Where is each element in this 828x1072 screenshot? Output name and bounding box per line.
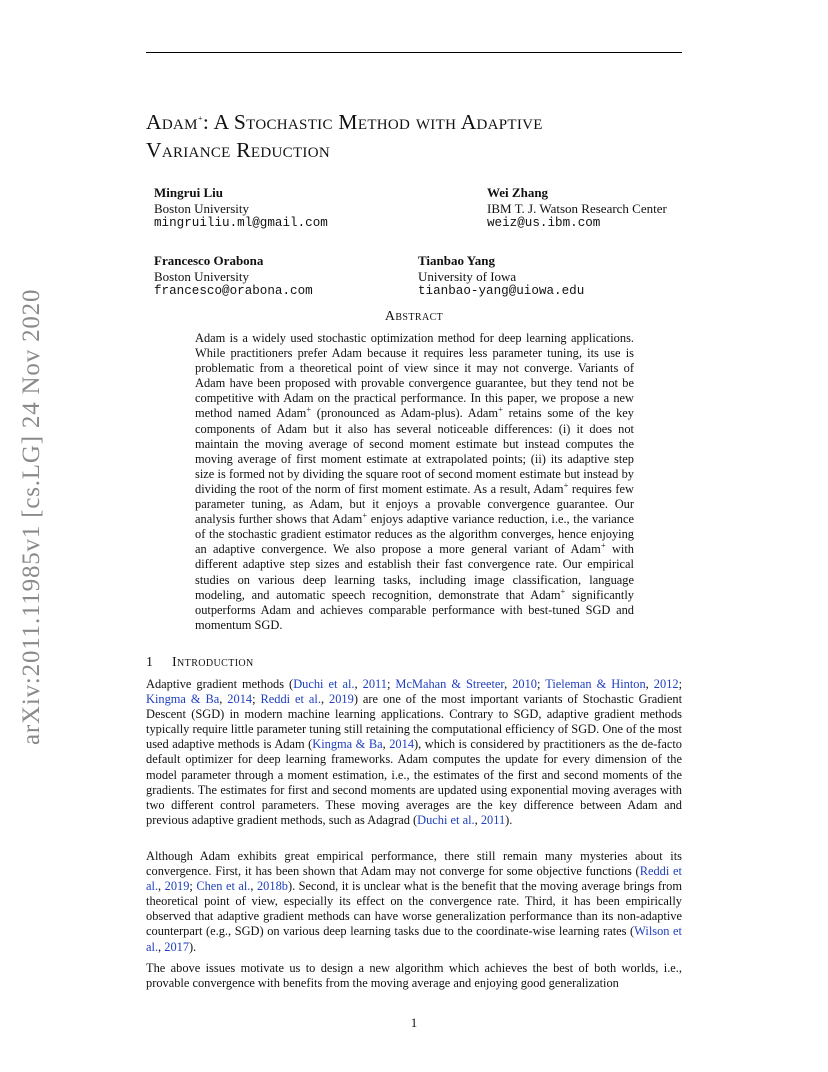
author-affiliation: Boston University	[154, 268, 249, 284]
paragraph-text: ). Second, it is unclear what is the benefit that the moving average brings from theoretical point of view, especially its effect on the convergence rate. Third, it has been empirically observed that adaptive gradient methods can have worse generalization performance than its non-adaptive counterpart (e.g., SGD) on various deep learning tasks due to the coordinate-wise learning rates (	[146, 879, 682, 939]
paragraph-text: ) are one of the most important variants of Stochastic Gradient Descent (SGD) in modern machine learning applications. Contrary to SGD, adaptive gradient methods typically require little parameter tuning still retaining the computational efficiency of SGD. One of the most used adaptive methods is Adam (	[146, 692, 683, 752]
plus-sup: +	[600, 540, 606, 551]
page-number: 1	[410, 1015, 418, 1030]
citation-link[interactable]: 2011	[480, 812, 506, 827]
paragraph-text: ;	[189, 879, 197, 894]
author-email[interactable]: francesco@orabona.com	[154, 284, 313, 298]
abstract-text: requires few parameter tuning, as Adam, but it enjoys a provable convergence guarantee. Our analysis further shows that Adam	[195, 481, 634, 527]
author-name: Wei Zhang	[487, 185, 549, 200]
citation-link[interactable]: 2017	[164, 939, 190, 954]
paragraph-text: ;	[536, 677, 546, 691]
citation-link[interactable]: 2019	[329, 692, 354, 707]
author-block	[487, 185, 667, 232]
author-email[interactable]: weiz@us.ibm.com	[487, 216, 601, 230]
title-rest: : A Stochastic Method with Adaptive	[202, 110, 543, 134]
author-block	[418, 253, 584, 300]
author-affiliation: IBM T. J. Watson Research Center	[487, 200, 667, 216]
citation-link[interactable]: Kingma & Ba	[146, 692, 220, 707]
arxiv-stamp: arXiv:2011.11985v1 [cs.LG] 24 Nov 2020	[18, 288, 45, 745]
paragraph-text: ), which is considered by practitioners as the de-facto default optimizer for deep learning frameworks. Adam computes the update for every dimension of the model parameter through a moment estimation, i.e., the estimates of the first and second moments of the gradients. The estimates for first and second moments are updated using exponential moving averages with two different control parameters. These moving averages are the key difference between Adam and previous adaptive gradient methods, such as Adagrad (	[146, 737, 682, 827]
citation-link[interactable]: Duchi et al.	[293, 677, 355, 691]
paragraph-text: ,	[474, 812, 481, 827]
paragraph-text: ).	[189, 939, 197, 954]
plus-sup: +	[306, 404, 312, 415]
author-name: Francesco Orabona	[154, 253, 264, 268]
abstract-text: Adam is a widely used stochastic optimization method for deep learning applications. While practitioners prefer Adam because it requires less parameter tuning, its use is problematic from a theoretical point of view since it may not converge. Variants of Adam have been proposed with provable convergence guarantee, but they tend not be competitive with Adam on the practical performance. In this paper, we propose a new method named Adam	[195, 331, 634, 421]
abstract-text: retains some of the key components of Adam but it also has several noticeable differences: (i) it does not maintain the moving average of second moment estimate but instead computes the moving average of first moment estimate at extrapolated points; (ii) its adaptive step size is formed not by dividing the square root of second moment estimate but instead by dividing the root of the norm of first moment estimate. As a result, Adam	[195, 406, 634, 496]
abstract-body	[195, 331, 634, 633]
author-name: Tianbao Yang	[418, 253, 495, 268]
plus-sup: +	[563, 479, 569, 490]
citation-link[interactable]: McMahan & Streeter	[395, 677, 505, 691]
paragraph-text: ,	[320, 692, 330, 707]
title-line-2: Variance Reduction	[146, 138, 330, 162]
author-email[interactable]: tianbao-yang@uiowa.edu	[418, 284, 585, 298]
paper-title	[146, 108, 706, 164]
section-number: 1	[146, 655, 154, 670]
paragraph-text: ,	[158, 939, 165, 954]
author-affiliation: University of Iowa	[418, 268, 517, 284]
paragraph-text: Adaptive gradient methods (	[146, 677, 294, 691]
section-heading	[146, 655, 254, 671]
paragraph-text: Although Adam exhibits great empirical performance, there still remain many mysteries about its convergence. First, it has been shown that Adam may not converge for some objective functions (	[146, 849, 682, 879]
paragraph-text: ;	[386, 677, 396, 691]
title-plus: +	[197, 112, 203, 123]
citation-link[interactable]: 2011	[362, 677, 387, 691]
abstract-text: with different adaptive step sizes and establish their fast convergence rate. Our empirical studies on various deep learning tasks, including image classification, language modeling, and automatic speech recognition, demonstrate that Adam	[195, 542, 634, 602]
citation-link[interactable]: Chen et al.	[196, 879, 251, 894]
paragraph-text: ,	[158, 879, 165, 894]
citation-link[interactable]: Duchi et al.	[417, 812, 475, 827]
plus-sup: +	[498, 404, 503, 415]
citation-link[interactable]: Wilson et al.	[146, 924, 682, 954]
citation-link[interactable]: Kingma & Ba	[312, 737, 383, 752]
citation-link[interactable]: 2018b	[256, 879, 288, 894]
paragraph-text: ,	[382, 737, 390, 752]
paragraph-text: ,	[250, 879, 257, 894]
author-block	[154, 185, 328, 232]
citation-link[interactable]: 2019	[164, 879, 190, 894]
paragraph-text: ;	[252, 692, 261, 707]
abstract-heading: Abstract	[384, 309, 444, 324]
citation-link[interactable]: 2014	[389, 737, 415, 752]
paragraph-text: ,	[219, 692, 228, 707]
citation-link[interactable]: 2010	[512, 677, 537, 691]
top-rule	[146, 52, 682, 53]
paragraph-text: ,	[504, 677, 513, 691]
citation-link[interactable]: 2014	[227, 692, 253, 707]
citation-link[interactable]: Tieleman & Hinton	[545, 677, 646, 691]
title-adam: Adam	[146, 110, 198, 134]
section-title: Introduction	[172, 655, 254, 670]
paragraph-text: ).	[505, 812, 513, 827]
title-line-1	[146, 108, 706, 136]
citation-link[interactable]: Reddi et al.	[146, 864, 682, 894]
abstract-text: (pronounced as Adam-plus). Adam	[311, 406, 499, 421]
author-affiliation: Boston University	[154, 200, 249, 216]
plus-sup: +	[560, 585, 566, 596]
citation-link[interactable]: 2012	[653, 677, 679, 691]
intro-paragraph-2	[146, 849, 682, 955]
paragraph-text: ;	[678, 677, 683, 691]
paragraph-text: ,	[354, 677, 363, 691]
abstract-text: enjoys adaptive variance reduction, i.e., the variance of the stochastic gradient estimator reduces as the algorithm converges, hence enjoying an adaptive convergence. We also propose a more general variant of Adam	[195, 512, 634, 557]
author-email[interactable]: mingruiliu.ml@gmail.com	[154, 216, 328, 230]
paragraph-text: ,	[645, 677, 654, 691]
plus-sup: +	[362, 510, 368, 520]
abstract-text: significantly outperforms Adam and achieves comparable performance with best-tuned SGD and momentum SGD.	[195, 587, 634, 632]
intro-paragraph-1	[146, 677, 682, 828]
author-name: Mingrui Liu	[154, 185, 223, 200]
author-block	[154, 253, 313, 300]
citation-link[interactable]: Reddi et al.	[260, 692, 321, 707]
intro-paragraph-3: The above issues motivate us to design a new algorithm which achieves the best of both worlds, i.e., provable convergence with benefits from the moving average and enjoying good generalization	[146, 961, 682, 991]
